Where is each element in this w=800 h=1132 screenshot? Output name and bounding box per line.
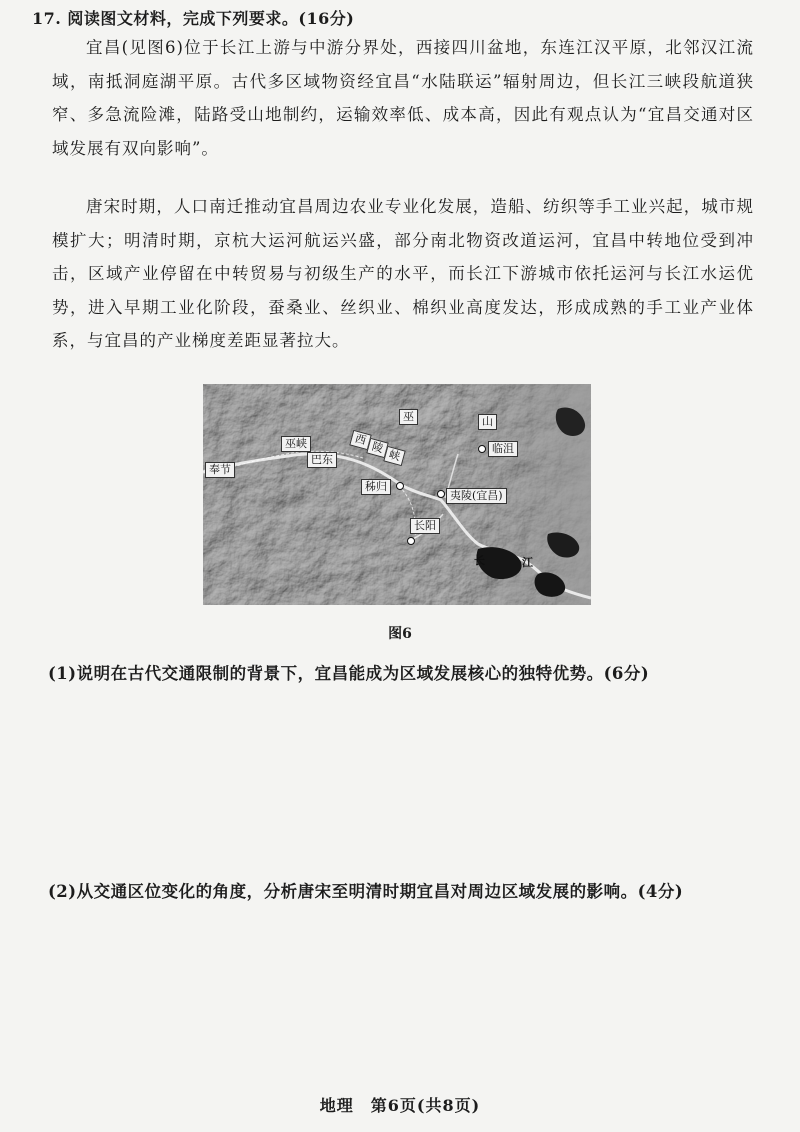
- city-dot-linju: [478, 445, 486, 453]
- question-header: 17. 阅读图文材料，完成下列要求。(16分): [32, 9, 355, 28]
- map-label-zigui: 秭归: [361, 479, 391, 495]
- map-label-chang: 长: [474, 554, 485, 567]
- map-label-linju: 临沮: [488, 441, 518, 457]
- map-label-wuxia: 巫峡: [281, 436, 311, 452]
- sub-question-1: (1)说明在古代交通限制的背景下，宜昌能成为区域发展核心的独特优势。(6分): [48, 664, 650, 683]
- figure-6-map: [203, 384, 591, 605]
- page-footer: 地理 第6页(共8页): [319, 1096, 481, 1115]
- map-label-wu: 巫: [399, 409, 418, 425]
- material-paragraph-2: 唐宋时期，人口南迁推动宜昌周边农业专业化发展，造船、纺织等手工业兴起，城市规模扩大；明清时期，京杭大运河航运兴盛，部分南北物资改道运河，宜昌中转地位受到冲击，区域产业停留在中转贸易与初级生产的水平，而长江下游城市依托运河与长江水运优势，进入早期工业化阶段，蚕桑业、丝织业、棉织业高度发达，形成成熟的手工业产业体系，与宜昌的产业梯度差距显著拉大。: [52, 197, 754, 350]
- map-label-xiling-1: 西: [349, 430, 371, 450]
- city-dot-yiling: [437, 490, 445, 498]
- map-label-jiang: 江: [522, 556, 533, 569]
- map-label-xiling-3: 峡: [383, 446, 405, 466]
- figure-caption: 图6: [388, 626, 412, 642]
- material-paragraph-1: 宜昌(见图6)位于长江上游与中游分界处，西接四川盆地，东连江汉平原，北邻汉江流域，南抵洞庭湖平原。古代多区域物资经宜昌“水陆联运”辐射周边，但长江三峡段航道狭窄、多急流险滩，陆路受山地制约，运输效率低、成本高，因此有观点认为“宜昌交通对区域发展有双向影响”。: [52, 38, 754, 158]
- map-label-fengjie: 奉节: [205, 462, 235, 478]
- map-label-badong: 巴东: [307, 452, 337, 468]
- sub-question-2: (2)从交通区位变化的角度，分析唐宋至明清时期宜昌对周边区域发展的影响。(4分): [48, 882, 684, 901]
- city-dot-zigui: [396, 482, 404, 490]
- map-label-changyang: 长阳: [410, 518, 440, 534]
- city-dot-changyang: [407, 537, 415, 545]
- map-label-yiling: 夷陵(宜昌): [446, 488, 507, 504]
- map-label-xiling-2: 陵: [366, 438, 388, 458]
- terrain-map-image: [203, 384, 591, 605]
- map-label-shan: 山: [478, 414, 497, 430]
